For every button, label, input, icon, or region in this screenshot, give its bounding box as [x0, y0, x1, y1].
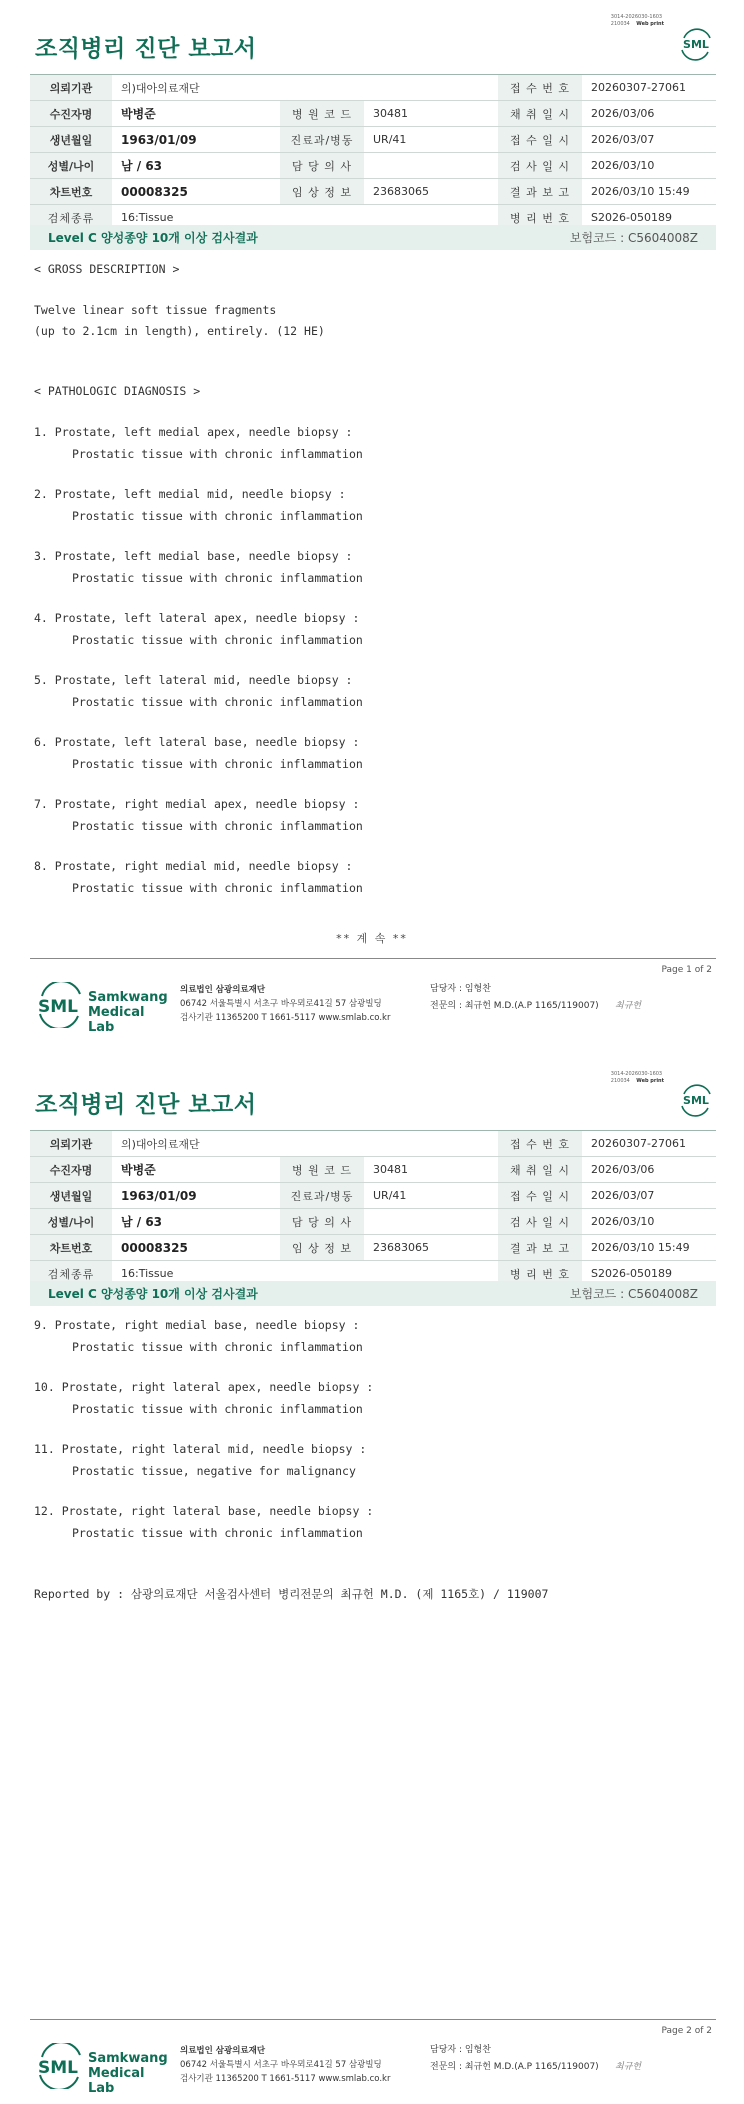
footer-divider [30, 958, 716, 959]
svg-text:SML: SML [683, 38, 709, 51]
sex-age-value: 남 / 63 [112, 1209, 280, 1235]
table-row [30, 1183, 716, 1209]
collect-date-label: 채 취 일 시 [498, 1157, 582, 1183]
page-number: Page 2 of 2 [661, 2026, 712, 2036]
institution-label: 의뢰기관 [30, 1131, 112, 1157]
signature: 최규헌 [615, 2062, 642, 2072]
dob-label: 생년월일 [30, 1183, 112, 1209]
patient-label: 수진자명 [30, 101, 112, 127]
list-item: 11. Prostate, right lateral mid, needle biopsy : Prostatic tissue, negative for malignancy [34, 1442, 367, 1478]
hospital-code-value: 30481 [364, 1157, 498, 1183]
gross-line-1: Twelve linear soft tissue fragments [34, 303, 277, 317]
footer-divider [30, 2019, 716, 2020]
chart-no-label: 차트번호 [30, 1235, 112, 1261]
sex-age-label: 성별/나이 [30, 1209, 112, 1235]
dob-label: 생년월일 [30, 127, 112, 153]
doctor-label: 담 당 의 사 [280, 153, 364, 179]
doctor-value [364, 153, 498, 179]
level-bar [30, 1281, 716, 1306]
institution-value: 의)대아의료재단 [112, 1131, 498, 1157]
list-item: 9. Prostate, right medial base, needle biopsy : Prostatic tissue with chronic inflammation [34, 1318, 363, 1354]
department-value: UR/41 [364, 127, 498, 153]
table-row [30, 179, 716, 205]
print-stamp: 3014-2026030-1603 210034 Web print [610, 1071, 664, 1084]
footer-logo: SML Samkwang Medical Lab [36, 2043, 166, 2089]
table-row [30, 101, 716, 127]
print-stamp: 3014-2026030-1603 210034 Web print [610, 14, 664, 27]
clinical-info-value: 23683065 [364, 1235, 498, 1261]
sml-logo-icon [678, 26, 714, 62]
table-row [30, 1235, 716, 1261]
receipt-no-label: 접 수 번 호 [498, 1131, 582, 1157]
gross-heading: < GROSS DESCRIPTION > [34, 262, 180, 276]
reported-by: Reported by : 삼광의료재단 서울검사센터 병리전문의 최규헌 M.D. (제 1165호) / 119007 [34, 1587, 549, 1601]
footer-org-info: 의료법인 삼광의료재단 06742 서울특별시 서초구 바우뫼로41길 57 삼광빌딩 검사기관 11365200 T 1661-5117 www.smlab.co.kr [180, 985, 391, 1023]
doctor-value [364, 1209, 498, 1235]
gross-line-2: (up to 2.1cm in length), entirely. (12 HE) [34, 324, 325, 338]
svg-text:SML: SML [683, 1094, 709, 1107]
clinical-info-label: 임 상 정 보 [280, 1235, 364, 1261]
signature: 최규헌 [615, 1001, 642, 1011]
list-item: 8. Prostate, right medial mid, needle biopsy : Prostatic tissue with chronic inflammation [34, 859, 363, 895]
page-number: Page 1 of 2 [661, 965, 712, 975]
list-item: 3. Prostate, left medial base, needle biopsy : Prostatic tissue with chronic inflammation [34, 549, 363, 585]
sml-logo-icon [678, 1082, 714, 1118]
level-text: Level C 양성종양 10개 이상 검사결과 [48, 1287, 258, 1301]
list-item: 5. Prostate, left lateral mid, needle biopsy : Prostatic tissue with chronic inflammation [34, 673, 363, 709]
footer-org-info: 의료법인 삼광의료재단 06742 서울특별시 서초구 바우뫼로41길 57 삼광빌딩 검사기관 11365200 T 1661-5117 www.smlab.co.kr [180, 2046, 391, 2084]
exam-date-value: 2026/03/10 [582, 1209, 716, 1235]
sml-swoosh-icon [36, 982, 84, 1028]
receipt-no-value: 20260307-27061 [582, 1131, 716, 1157]
table-row [30, 75, 716, 101]
list-item: 10. Prostate, right lateral apex, needle biopsy : Prostatic tissue with chronic inflammation [34, 1380, 374, 1416]
report-page-2 [0, 1052, 744, 2104]
collect-date-value: 2026/03/06 [582, 101, 716, 127]
path-no-value: S2026-050189 [582, 1261, 716, 1287]
institution-value: 의)대아의료재단 [112, 75, 498, 101]
diagnosis-heading: < PATHOLOGIC DIAGNOSIS > [34, 384, 201, 398]
level-text: Level C 양성종양 10개 이상 검사결과 [48, 231, 258, 245]
path-no-label: 병 리 번 호 [498, 1261, 582, 1287]
patient-info-table [30, 1130, 716, 1287]
specimen-label: 검체종류 [30, 1261, 112, 1287]
footer-staff-info: 담당자 : 임형찬 전문의 : 최규헌 M.D.(A.P 1165/119007) [430, 2045, 599, 2072]
table-row [30, 1209, 716, 1235]
hospital-code-label: 병 원 코 드 [280, 101, 364, 127]
sml-swoosh-icon [36, 2043, 84, 2089]
patient-info-table [30, 74, 716, 231]
receipt-no-label: 접 수 번 호 [498, 75, 582, 101]
insurance-code: 보험코드 : C5604008Z [569, 231, 698, 245]
list-item: 7. Prostate, right medial apex, needle biopsy : Prostatic tissue with chronic inflammation [34, 797, 363, 833]
patient-label: 수진자명 [30, 1157, 112, 1183]
list-item: 2. Prostate, left medial mid, needle biopsy : Prostatic tissue with chronic inflammation [34, 487, 363, 523]
exam-date-label: 검 사 일 시 [498, 1209, 582, 1235]
table-row [30, 1157, 716, 1183]
table-row [30, 127, 716, 153]
department-label: 진료과/병동 [280, 1183, 364, 1209]
department-label: 진료과/병동 [280, 127, 364, 153]
specimen-value: 16:Tissue [112, 1261, 498, 1287]
exam-date-label: 검 사 일 시 [498, 153, 582, 179]
chart-no-value: 00008325 [112, 179, 280, 205]
dob-value: 1963/01/09 [112, 1183, 280, 1209]
exam-date-value: 2026/03/10 [582, 153, 716, 179]
clinical-info-value: 23683065 [364, 179, 498, 205]
receipt-date-label: 접 수 일 시 [498, 127, 582, 153]
clinical-info-label: 임 상 정 보 [280, 179, 364, 205]
receipt-date-value: 2026/03/07 [582, 1183, 716, 1209]
report-date-value: 2026/03/10 15:49 [582, 1235, 716, 1261]
report-title: 조직병리 진단 보고서 [35, 36, 257, 62]
footer-logo: SML Samkwang Medical Lab [36, 982, 166, 1028]
level-bar [30, 225, 716, 250]
collect-date-label: 채 취 일 시 [498, 101, 582, 127]
footer-staff-info: 담당자 : 임형찬 전문의 : 최규헌 M.D.(A.P 1165/119007) [430, 984, 599, 1011]
patient-value: 박병준 [112, 101, 280, 127]
dob-value: 1963/01/09 [112, 127, 280, 153]
report-date-value: 2026/03/10 15:49 [582, 179, 716, 205]
list-item: 1. Prostate, left medial apex, needle biopsy : Prostatic tissue with chronic inflammation [34, 425, 363, 461]
report-date-label: 결 과 보 고 [498, 1235, 582, 1261]
sex-age-value: 남 / 63 [112, 153, 280, 179]
department-value: UR/41 [364, 1183, 498, 1209]
receipt-date-value: 2026/03/07 [582, 127, 716, 153]
sex-age-label: 성별/나이 [30, 153, 112, 179]
specimen-label: 검체종류 [30, 205, 112, 231]
institution-label: 의뢰기관 [30, 75, 112, 101]
patient-value: 박병준 [112, 1157, 280, 1183]
path-no-value: S2026-050189 [582, 205, 716, 231]
continued-marker: ** 계 속 ** [336, 932, 408, 945]
list-item: 6. Prostate, left lateral base, needle biopsy : Prostatic tissue with chronic inflammation [34, 735, 363, 771]
hospital-code-value: 30481 [364, 101, 498, 127]
report-date-label: 결 과 보 고 [498, 179, 582, 205]
svg-text:SML: SML [38, 997, 78, 1017]
path-no-label: 병 리 번 호 [498, 205, 582, 231]
receipt-date-label: 접 수 일 시 [498, 1183, 582, 1209]
svg-text:SML: SML [38, 2058, 78, 2078]
chart-no-label: 차트번호 [30, 179, 112, 205]
report-title: 조직병리 진단 보고서 [35, 1092, 257, 1118]
specimen-value: 16:Tissue [112, 205, 498, 231]
list-item: 4. Prostate, left lateral apex, needle biopsy : Prostatic tissue with chronic inflammation [34, 611, 363, 647]
list-item: 12. Prostate, right lateral base, needle biopsy : Prostatic tissue with chronic inflammation [34, 1504, 374, 1540]
doctor-label: 담 당 의 사 [280, 1209, 364, 1235]
collect-date-value: 2026/03/06 [582, 1157, 716, 1183]
table-row [30, 1131, 716, 1157]
table-row [30, 153, 716, 179]
hospital-code-label: 병 원 코 드 [280, 1157, 364, 1183]
receipt-no-value: 20260307-27061 [582, 75, 716, 101]
chart-no-value: 00008325 [112, 1235, 280, 1261]
insurance-code: 보험코드 : C5604008Z [569, 1287, 698, 1301]
